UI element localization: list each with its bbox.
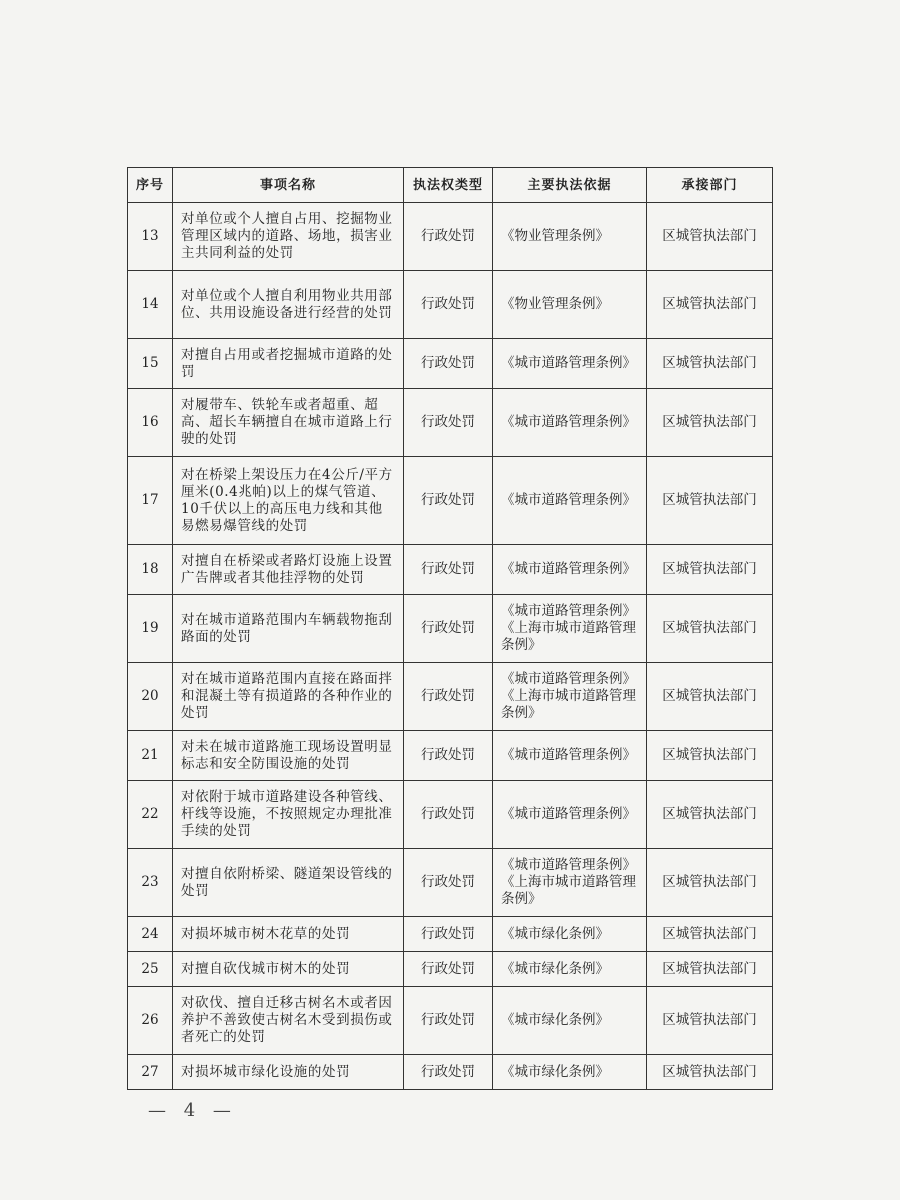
- department: 区城管执法部门: [647, 389, 773, 457]
- item-name: 对在城市道路范围内车辆载物拖刮路面的处罚: [173, 595, 404, 663]
- table-row: [128, 987, 773, 1055]
- power-type: 行政处罚: [404, 917, 493, 952]
- legal-basis: 《城市道路管理条例》: [493, 545, 647, 595]
- power-type: 行政处罚: [404, 849, 493, 917]
- department: 区城管执法部门: [647, 952, 773, 987]
- row-number: 25: [128, 952, 173, 987]
- power-type: 行政处罚: [404, 339, 493, 389]
- power-type: 行政处罚: [404, 203, 493, 271]
- item-name: 对损坏城市绿化设施的处罚: [173, 1055, 404, 1090]
- item-name: 对擅自占用或者挖掘城市道路的处罚: [173, 339, 404, 389]
- legal-basis: 《城市绿化条例》: [493, 952, 647, 987]
- enforcement-items-table: [127, 167, 773, 1090]
- department: 区城管执法部门: [647, 781, 773, 849]
- department: 区城管执法部门: [647, 917, 773, 952]
- page-number: — 4 —: [148, 1100, 237, 1121]
- row-number: 21: [128, 731, 173, 781]
- item-name: 对擅自砍伐城市树木的处罚: [173, 952, 404, 987]
- row-number: 23: [128, 849, 173, 917]
- power-type: 行政处罚: [404, 663, 493, 731]
- department: 区城管执法部门: [647, 457, 773, 545]
- legal-basis: 《城市道路管理条例》《上海市城市道路管理条例》: [493, 663, 647, 731]
- table-row: [128, 339, 773, 389]
- department: 区城管执法部门: [647, 987, 773, 1055]
- header-power-type: 执法权类型: [404, 168, 493, 203]
- header-no: 序号: [128, 168, 173, 203]
- table-header-row: [128, 168, 773, 203]
- legal-basis: 《城市绿化条例》: [493, 917, 647, 952]
- table-row: [128, 545, 773, 595]
- table-body: [128, 203, 773, 1090]
- table-row: [128, 1055, 773, 1090]
- item-name: 对单位或个人擅自利用物业共用部位、共用设施设备进行经营的处罚: [173, 271, 404, 339]
- legal-basis: 《城市道路管理条例》: [493, 457, 647, 545]
- row-number: 14: [128, 271, 173, 339]
- department: 区城管执法部门: [647, 271, 773, 339]
- row-number: 19: [128, 595, 173, 663]
- row-number: 24: [128, 917, 173, 952]
- item-name: 对在城市道路范围内直接在路面拌和混凝土等有损道路的各种作业的处罚: [173, 663, 404, 731]
- power-type: 行政处罚: [404, 987, 493, 1055]
- table-row: [128, 663, 773, 731]
- table-row: [128, 595, 773, 663]
- row-number: 16: [128, 389, 173, 457]
- header-item-name: 事项名称: [173, 168, 404, 203]
- row-number: 22: [128, 781, 173, 849]
- table-row: [128, 781, 773, 849]
- legal-basis: 《城市道路管理条例》: [493, 389, 647, 457]
- table-row: [128, 203, 773, 271]
- row-number: 20: [128, 663, 173, 731]
- legal-basis: 《城市绿化条例》: [493, 1055, 647, 1090]
- department: 区城管执法部门: [647, 339, 773, 389]
- power-type: 行政处罚: [404, 781, 493, 849]
- item-name: 对履带车、铁轮车或者超重、超高、超长车辆擅自在城市道路上行驶的处罚: [173, 389, 404, 457]
- department: 区城管执法部门: [647, 849, 773, 917]
- power-type: 行政处罚: [404, 389, 493, 457]
- table-row: [128, 952, 773, 987]
- row-number: 13: [128, 203, 173, 271]
- power-type: 行政处罚: [404, 595, 493, 663]
- department: 区城管执法部门: [647, 545, 773, 595]
- item-name: 对依附于城市道路建设各种管线、杆线等设施，不按照规定办理批准手续的处罚: [173, 781, 404, 849]
- table-row: [128, 457, 773, 545]
- department: 区城管执法部门: [647, 203, 773, 271]
- power-type: 行政处罚: [404, 731, 493, 781]
- department: 区城管执法部门: [647, 731, 773, 781]
- legal-basis: 《物业管理条例》: [493, 271, 647, 339]
- legal-basis: 《城市道路管理条例》: [493, 339, 647, 389]
- power-type: 行政处罚: [404, 545, 493, 595]
- header-legal-basis: 主要执法依据: [493, 168, 647, 203]
- header-department: 承接部门: [647, 168, 773, 203]
- row-number: 26: [128, 987, 173, 1055]
- legal-basis: 《城市道路管理条例》: [493, 731, 647, 781]
- power-type: 行政处罚: [404, 271, 493, 339]
- table-row: [128, 917, 773, 952]
- power-type: 行政处罚: [404, 1055, 493, 1090]
- department: 区城管执法部门: [647, 595, 773, 663]
- item-name: 对擅自在桥梁或者路灯设施上设置广告牌或者其他挂浮物的处罚: [173, 545, 404, 595]
- item-name: 对损坏城市树木花草的处罚: [173, 917, 404, 952]
- legal-basis: 《城市道路管理条例》《上海市城市道路管理条例》: [493, 849, 647, 917]
- item-name: 对单位或个人擅自占用、挖掘物业管理区域内的道路、场地，损害业主共同利益的处罚: [173, 203, 404, 271]
- legal-basis: 《城市道路管理条例》: [493, 781, 647, 849]
- power-type: 行政处罚: [404, 952, 493, 987]
- row-number: 17: [128, 457, 173, 545]
- item-name: 对砍伐、擅自迁移古树名木或者因养护不善致使古树名木受到损伤或者死亡的处罚: [173, 987, 404, 1055]
- legal-basis: 《物业管理条例》: [493, 203, 647, 271]
- item-name: 对擅自依附桥梁、隧道架设管线的处罚: [173, 849, 404, 917]
- legal-basis: 《城市道路管理条例》《上海市城市道路管理条例》: [493, 595, 647, 663]
- table-row: [128, 849, 773, 917]
- row-number: 15: [128, 339, 173, 389]
- department: 区城管执法部门: [647, 1055, 773, 1090]
- power-type: 行政处罚: [404, 457, 493, 545]
- table-row: [128, 389, 773, 457]
- row-number: 18: [128, 545, 173, 595]
- table-row: [128, 271, 773, 339]
- row-number: 27: [128, 1055, 173, 1090]
- table-row: [128, 731, 773, 781]
- legal-basis: 《城市绿化条例》: [493, 987, 647, 1055]
- item-name: 对未在城市道路施工现场设置明显标志和安全防围设施的处罚: [173, 731, 404, 781]
- item-name: 对在桥梁上架设压力在4公斤/平方厘米(0.4兆帕)以上的煤气管道、10千伏以上的高压电力线和其他易燃易爆管线的处罚: [173, 457, 404, 545]
- department: 区城管执法部门: [647, 663, 773, 731]
